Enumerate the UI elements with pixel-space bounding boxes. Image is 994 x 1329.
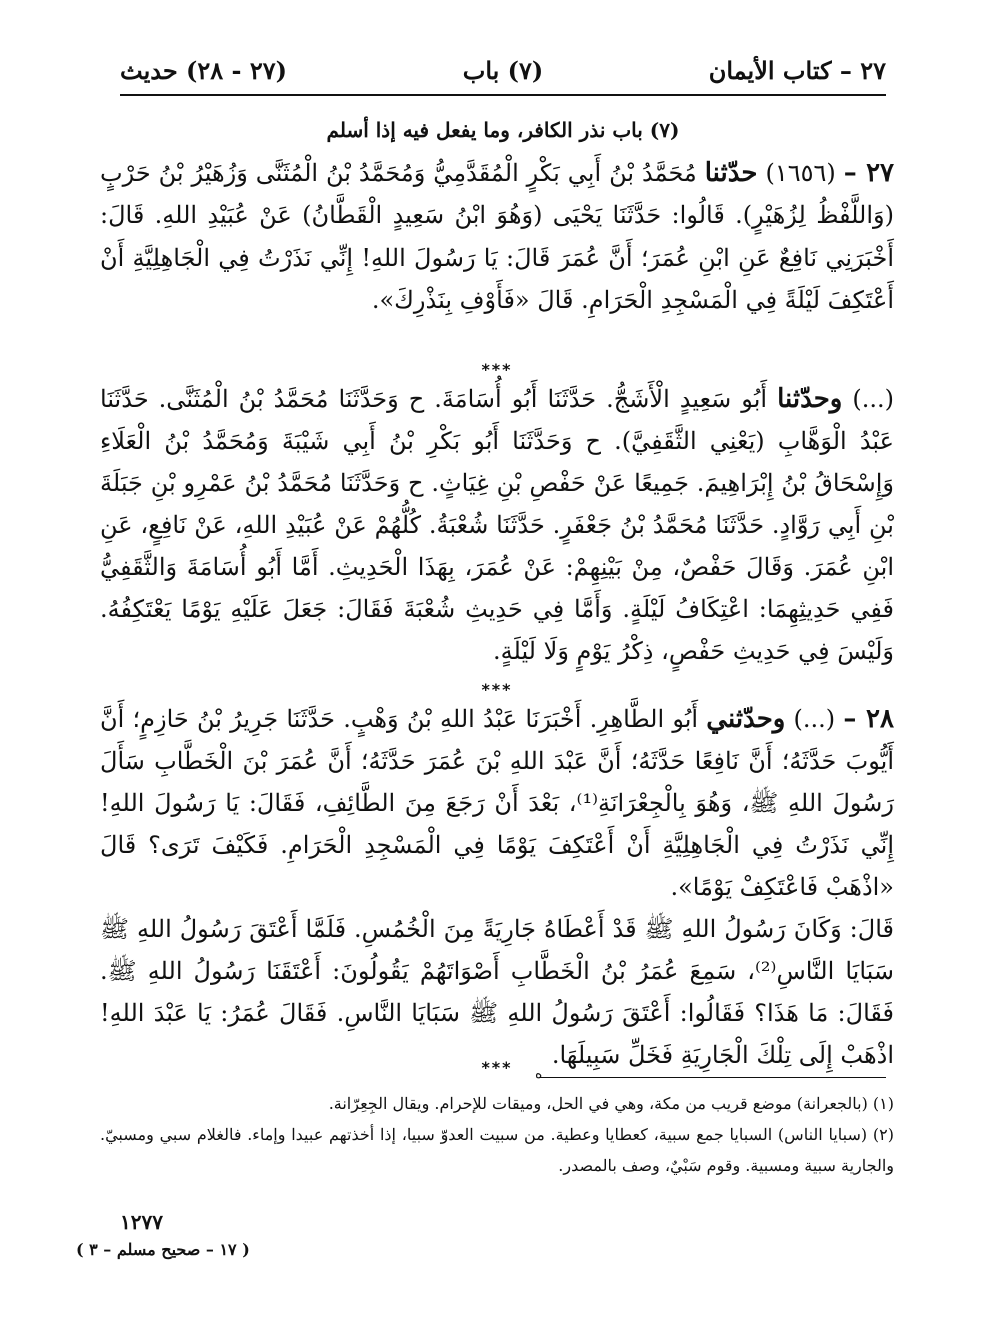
separator-stars: *** xyxy=(481,680,513,699)
hadith-ref: (١٦٥٦) xyxy=(765,159,836,187)
separator-stars: *** xyxy=(481,360,513,379)
header-rule xyxy=(120,94,886,96)
footnotes xyxy=(100,1088,894,1181)
page-number: ١٢٧٧ xyxy=(120,1210,163,1234)
hadith-28 xyxy=(100,698,894,1076)
footnote-2: (٢) (سبايا الناس) السبايا جمع سبية، كعطايا وعطية. من سبيت العدوّ سبيا، إذا أخذتهم عبيدا وإماء. فالغلام سبي ومسبيّ. والجارية سبية ومسبية. وقوم سَبْيٌ، وصف بالمصدر. xyxy=(100,1125,894,1175)
haddatha-word: وحدّثنا xyxy=(777,384,843,414)
stray-mark: ه xyxy=(535,1066,543,1082)
hadith-ref: (...) xyxy=(793,705,836,733)
running-header xyxy=(120,50,886,90)
hadith-28-paragraph xyxy=(100,698,894,908)
header-book-title: ٢٧ – كتاب الأيمان xyxy=(708,56,886,85)
hadith-28-paragraph-2 xyxy=(100,908,894,1076)
hadith-number: ٢٨ – xyxy=(843,704,894,734)
footnote-1: (١) (بالجعرانة) موضع قريب من مكة، وهي في الحل، وميقات للإحرام. ويقال الجِعِرّانة. xyxy=(328,1094,894,1113)
chapter-title: (٧) باب نذر الكافر، وما يفعل فيه إذا أسلم xyxy=(326,118,680,142)
hadith-text: أَبُو الطَّاهِرِ. أَخْبَرَنَا عَبْدُ اللهِ بْنُ وَهْبٍ. حَدَّثَنَا جَرِيرُ بْنُ حَازِمٍ؛ أَنَّ أَيُّوبَ حَدَّثَهُ؛ أَنَّ نَافِعًا حَدَّثَهُ؛ أَنَّ عَبْدَ اللهِ بْنَ عُمَرَ حَدَّثَهُ؛ أَنَّ عُمَرَ بْنَ الْخَطَّابِ سَأَلَ رَسُولَ اللهِ ﷺ، وَهُوَ بِالْجِعْرَانَةِ⁽¹⁾، بَعْدَ أَنْ رَجَعَ مِنَ الطَّائِفِ، فَقَالَ: يَا رَسُولَ اللهِ! إِنِّي نَذَرْتُ فِي الْجَاهِلِيَّةِ أَنْ أَعْتَكِفَ يَوْمًا فِي الْمَسْجِدِ الْحَرَامِ. فَكَيْفَ تَرَى؟ قَالَ «اذْهَبْ فَاعْتَكِفْ يَوْمًا». xyxy=(100,705,895,901)
hadith-27-chains-paragraph xyxy=(100,378,894,672)
footnote-rule xyxy=(540,1077,886,1078)
hadith-27-paragraph xyxy=(100,152,894,322)
separator-stars: *** xyxy=(481,1058,513,1077)
hadith-text: أَبُو سَعِيدٍ الْأَشَجُّ. حَدَّثَنَا أَبُو أُسَامَةَ. ح وَحَدَّثَنَا مُحَمَّدُ بْنُ الْمُثَنَّى. حَدَّثَنَا عَبْدُ الْوَهَّابِ (يَعْنِي الثَّقَفِيَّ). ح وَحَدَّثَنَا أَبُو بَكْرِ بْنُ أَبِي شَيْبَةَ وَمُحَمَّدُ بْنُ الْعَلَاءِ وَإِسْحَاقُ بْنُ إِبْرَاهِيمَ. جَمِيعًا عَنْ حَفْصِ بْنِ غِيَاثٍ. ح وَحَدَّثَنَا مُحَمَّدُ بْنُ عَمْرِو بْنِ جَبَلَةَ بْنِ أَبِي رَوَّادٍ. حَدَّثَنَا مُحَمَّدُ بْنُ جَعْفَرٍ. حَدَّثَنَا شُعْبَةُ. كُلُّهُمْ عَنْ عُبَيْدِ اللهِ، عَنْ نَافِعٍ، عَنِ ابْنِ عُمَرَ. وَقَالَ حَفْصٌ، مِنْ بَيْنِهِمْ: عَنْ عُمَرَ، بِهَذَا الْحَدِيثِ. أَمَّا أَبُو أُسَامَةَ وَالثَّقَفِيُّ فَفِي حَدِيثِهِمَا: اعْتِكَافُ لَيْلَةٍ. وَأَمَّا فِي حَدِيثِ شُعْبَةَ فَقَالَ: جَعَلَ عَلَيْهِ يَوْمًا يَعْتَكِفُهُ. وَلَيْسَ فِي حَدِيثِ حَفْصٍ، ذِكْرُ يَوْمٍ وَلَا لَيْلَةٍ. xyxy=(100,385,895,665)
haddatha-word: حدّثنا xyxy=(704,158,758,188)
hadith-text-2: قَالَ: وَكَانَ رَسُولُ اللهِ ﷺ قَدْ أَعْطَاهُ جَارِيَةً مِنَ الْخُمُسِ. فَلَمَّا أَعْتَقَ رَسُولُ اللهِ ﷺ سَبَايَا النَّاسِ⁽²⁾، سَمِعَ عُمَرُ بْنُ الْخَطَّابِ أَصْوَاتَهُمْ يَقُولُونَ: أَعْتَقَنَا رَسُولُ اللهِ ﷺ. فَقَالَ: مَا هَذَا؟ فَقَالُوا: أَعْتَقَ رَسُولُ اللهِ ﷺ سَبَايَا النَّاسِ. فَقَالَ عُمَرُ: يَا عَبْدَ اللهِ! اذْهَبْ إِلَى تِلْكَ الْجَارِيَةِ فَخَلِّ سَبِيلَهَا. xyxy=(100,915,895,1069)
printer-signature: ( ١٧ – صحيح مسلم – ٣ ) xyxy=(76,1240,250,1259)
hadith-number: ٢٧ – xyxy=(843,158,895,188)
haddatha-word: وحدّثني xyxy=(706,704,786,734)
hadith-27-chains xyxy=(100,378,894,672)
hadith-ref: (...) xyxy=(852,385,894,413)
header-hadith-range: (٢٧ - ٢٨) حديث xyxy=(120,56,287,85)
header-chapter: (٧) باب xyxy=(462,56,544,85)
hadith-27 xyxy=(100,152,894,322)
hadith-text: مُحَمَّدُ بْنُ أَبِي بَكْرٍ الْمُقَدَّمِيُّ وَمُحَمَّدُ بْنُ الْمُثَنَّى وَزُهَيْرُ بْنُ حَرْبٍ (وَاللَّفْظُ لِزُهَيْرٍ). قَالُوا: حَدَّثَنَا يَحْيَى (وَهُوَ ابْنُ سَعِيدٍ الْقَطَّانُ) عَنْ عُبَيْدِ اللهِ. قَالَ: أَخْبَرَنِي نَافِعٌ عَنِ ابْنِ عُمَرَ؛ أَنَّ عُمَرَ قَالَ: يَا رَسُولَ اللهِ! إِنِّي نَذَرْتُ فِي الْجَاهِلِيَّةِ أَنْ أَعْتَكِفَ لَيْلَةً فِي الْمَسْجِدِ الْحَرَامِ. قَالَ «فَأَوْفِ بِنَذْرِكَ». xyxy=(100,159,894,315)
